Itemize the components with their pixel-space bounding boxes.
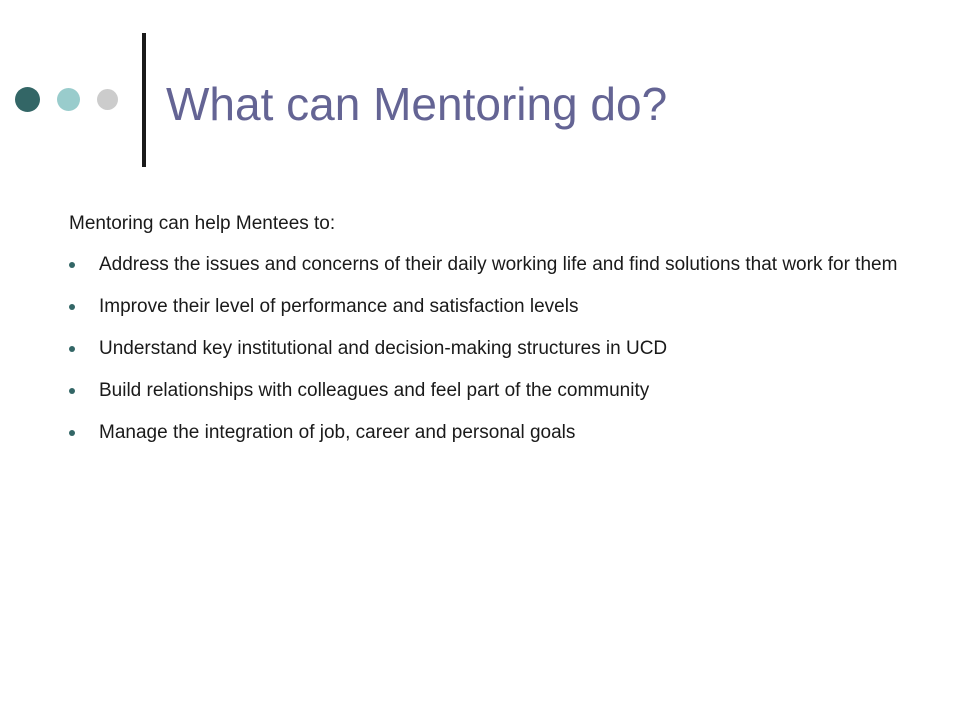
bullet-list [69, 252, 899, 445]
bullet-item [69, 420, 899, 445]
slide-title: What can Mentoring do? [166, 78, 668, 130]
bullet-icon [69, 304, 75, 310]
title-divider [142, 33, 146, 167]
decorative-dot-dark [15, 87, 40, 112]
bullet-text: Improve their level of performance and satisfaction levels [99, 296, 579, 317]
intro-text: Mentoring can help Mentees to: [69, 213, 336, 234]
bullet-icon [69, 262, 75, 268]
bullet-item [69, 378, 899, 403]
decorative-dot-teal [57, 88, 80, 111]
bullet-icon [69, 388, 75, 394]
decorative-dot-grey [97, 89, 118, 110]
slide-content [69, 211, 899, 462]
bullet-text: Build relationships with colleagues and feel part of the community [99, 380, 650, 401]
bullet-icon [69, 430, 75, 436]
bullet-text: Understand key institutional and decision-making structures in UCD [99, 338, 668, 359]
bullet-text: Manage the integration of job, career and personal goals [99, 422, 576, 443]
bullet-item [69, 252, 899, 277]
bullet-icon [69, 346, 75, 352]
bullet-item [69, 336, 899, 361]
bullet-text: Address the issues and concerns of their daily working life and find solutions that work for them [99, 254, 898, 275]
bullet-item [69, 294, 899, 319]
